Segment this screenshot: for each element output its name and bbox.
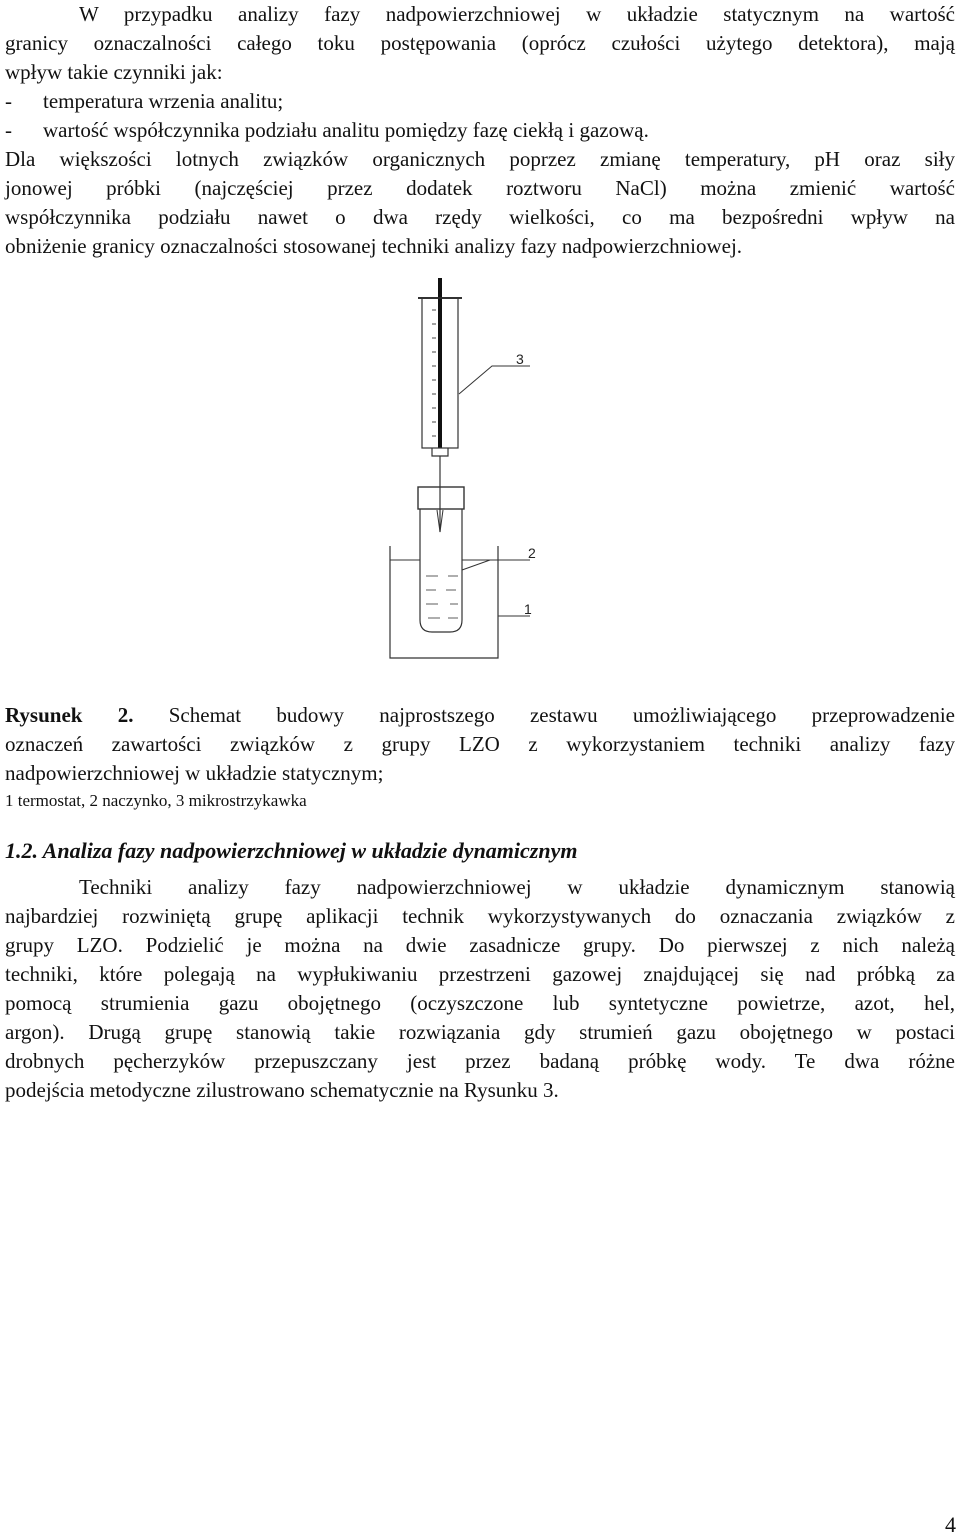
section-paragraph: [5, 873, 955, 1105]
headspace-apparatus-figure: [380, 270, 560, 665]
bullet-item: [5, 116, 649, 145]
plunger-rod: [438, 278, 442, 448]
syringe-scale: [432, 310, 436, 436]
label-vial: 2: [528, 545, 536, 561]
text-line: grupy LZO. Podzielić je można na dwie zasadnicze grupy. Do pierwszej z nich należą: [5, 933, 955, 957]
text-line: podejścia metodyczne zilustrowano schematycznie na Rysunku 3.: [5, 1078, 559, 1102]
bullet-item: [5, 87, 283, 116]
leader-line-2: [462, 560, 530, 570]
text-line: Dla większości lotnych związków organicznych poprzez zmianę temperatury, pH oraz siły: [5, 147, 955, 171]
text-line: W przypadku analizy fazy nadpowierzchniowej w układzie statycznym na wartość: [79, 2, 955, 26]
text-line: najbardziej rozwiniętą grupę aplikacji technik wykorzystywanych do oznaczania związków z: [5, 904, 955, 928]
label-thermostat: 1: [524, 601, 532, 617]
caption-legend: 1 termostat, 2 naczynko, 3 mikrostrzykawka: [5, 791, 307, 810]
text-line: pomocą strumienia gazu obojętnego (oczyszczone lub syntetyczne powietrze, azot, hel,: [5, 991, 955, 1015]
text-line: Techniki analizy fazy nadpowierzchniowej w układzie dynamicznym stanowią: [79, 875, 955, 899]
bullet-text: temperatura wrzenia analitu;: [43, 89, 284, 113]
caption-title: Rysunek 2.: [5, 703, 134, 727]
bullet-dash: -: [5, 118, 12, 142]
text-line: granicy oznaczalności całego toku postępowania (oprócz czułości użytego detektora), mają: [5, 31, 955, 55]
page-number: 4: [945, 1512, 956, 1537]
text-line: obniżenie granicy oznaczalności stosowanej techniki analizy fazy nadpowierzchniowej.: [5, 234, 743, 258]
label-syringe: 3: [516, 351, 524, 367]
vial-cap: [418, 487, 464, 509]
paragraph-volatile-compounds: [5, 145, 955, 261]
caption-line: oznaczeń zawartości związków z grupy LZO z wykorzystaniem techniki analizy fazy: [5, 732, 955, 756]
text-line: współczynnika podziału nawet o dwa rzędy wielkości, co ma bezpośredni wpływ na: [5, 205, 955, 229]
text-line: wpływ takie czynniki jak:: [5, 60, 223, 84]
bullet-text: wartość współczynnika podziału analitu pomiędzy fazę ciekłą i gazową.: [43, 118, 649, 142]
text-line: argon). Drugą grupę stanowią takie rozwiązania gdy strumień gazu obojętnego w postaci: [5, 1020, 955, 1044]
section-heading: 1.2. Analiza fazy nadpowierzchniowej w układzie dynamicznym: [5, 838, 578, 863]
caption-line: nadpowierzchniowej w układzie statycznym;: [5, 761, 384, 785]
vial-liquid: [426, 576, 458, 618]
figure-caption: [5, 701, 955, 788]
text-line: techniki, które polegają na wypłukiwaniu przestrzeni gazowej znajdującej się nad próbką za: [5, 962, 955, 986]
leader-line-3: [459, 366, 530, 394]
caption-text: Schemat budowy najprostszego zestawu umożliwiającego przeprowadzenie: [168, 703, 956, 727]
syringe-tip: [432, 448, 448, 456]
text-line: jonowej próbki (najczęściej przez dodatek roztworu NaCl) można zmienić wartość: [5, 176, 955, 200]
intro-paragraph: [5, 0, 955, 87]
text-line: drobnych pęcherzyków przepuszczany jest przez badaną próbkę wody. Te dwa różne: [5, 1049, 955, 1073]
bullet-dash: -: [5, 89, 12, 113]
